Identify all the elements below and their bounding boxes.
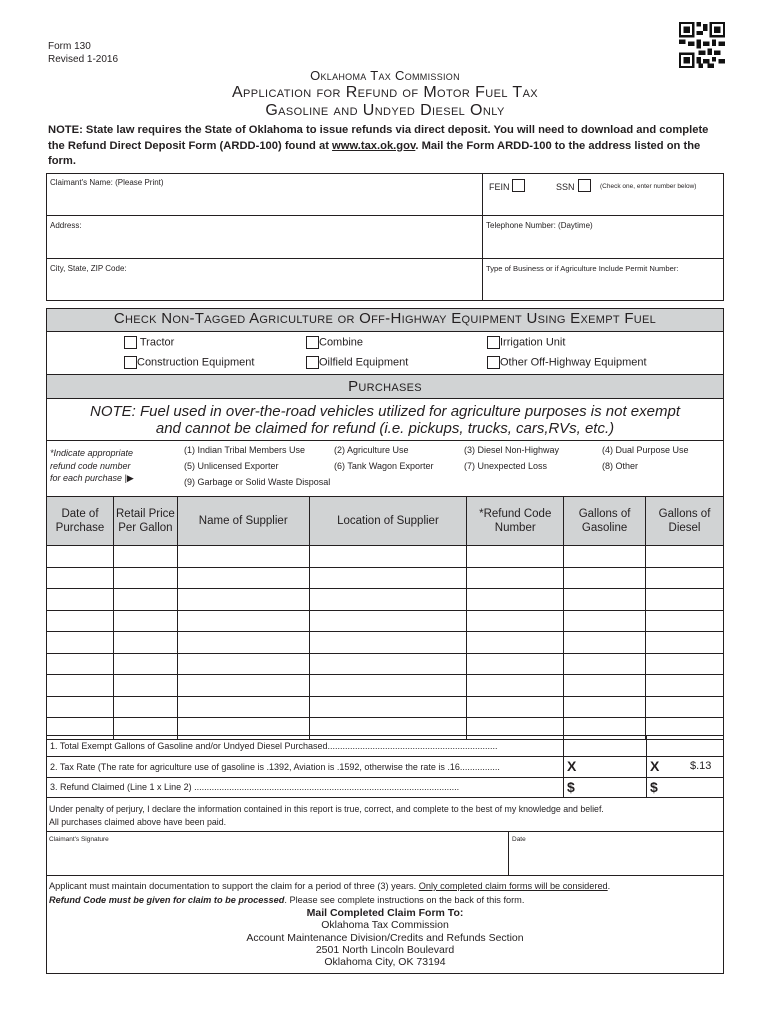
form-title-line2: Gasoline and Undyed Diesel Only	[265, 102, 505, 119]
arrow-right-icon: |▶	[124, 473, 134, 483]
total-gasoline-field[interactable]	[566, 738, 644, 755]
table-cell[interactable]	[47, 589, 114, 611]
refund-code-requirement	[49, 894, 524, 907]
irrigation-checkbox[interactable]	[487, 336, 500, 349]
table-cell[interactable]	[564, 632, 646, 654]
table-cell[interactable]	[467, 696, 564, 718]
table-row	[47, 675, 724, 697]
construction-checkbox[interactable]	[124, 356, 137, 369]
table-cell[interactable]	[309, 567, 467, 589]
diesel-multiply-mark: X	[650, 758, 660, 774]
table-cell[interactable]	[646, 632, 724, 654]
note-text-part1: NOTE: State law requires the State of Oklahoma to issue refunds via direct deposit. You will need to download and complete the Refund Direct Deposit Form (ARDD-100) found at	[48, 124, 709, 152]
col-retail-price: Retail Price Per Gallon	[113, 497, 177, 546]
col-gallons-diesel: Gallons of Diesel	[646, 497, 724, 546]
table-cell[interactable]	[113, 632, 177, 654]
table-cell[interactable]	[309, 589, 467, 611]
signature-label: Claimant's Signature	[49, 836, 109, 843]
table-cell[interactable]	[564, 675, 646, 697]
total-gallons-label: 1. Total Exempt Gallons of Gasoline and/or Undyed Diesel Purchased....................................................................	[50, 741, 498, 751]
table-cell[interactable]	[646, 696, 724, 718]
totals-divider	[563, 735, 564, 798]
agency-name: Oklahoma Tax Commission	[310, 68, 460, 83]
refund-code-1: (1) Indian Tribal Members Use	[184, 445, 306, 455]
col-date: Date of Purchase	[47, 497, 114, 546]
fein-ssn-number-field[interactable]	[486, 195, 720, 213]
refund-code-7: (7) Unexpected Loss	[464, 461, 548, 471]
table-row	[47, 567, 724, 589]
table-cell[interactable]	[646, 610, 724, 632]
address-line: Oklahoma City, OK 73194	[324, 956, 446, 969]
table-row	[47, 546, 724, 568]
table-cell[interactable]	[309, 675, 467, 697]
ssn-label: SSN	[556, 182, 575, 192]
oilfield-checkbox[interactable]	[306, 356, 319, 369]
table-cell[interactable]	[177, 610, 309, 632]
table-cell[interactable]	[646, 675, 724, 697]
business-type-label: Type of Business or if Agriculture Include Permit Number:	[486, 264, 679, 273]
table-row	[47, 610, 724, 632]
table-cell[interactable]	[177, 653, 309, 675]
irrigation-label: Irrigation Unit	[500, 336, 566, 349]
direct-deposit-note	[48, 123, 728, 170]
table-cell[interactable]	[309, 610, 467, 632]
gasoline-multiply-mark: X	[567, 758, 577, 774]
declaration-line2: All purchases claimed above have been paid.	[49, 816, 227, 827]
over-the-road-note	[46, 403, 724, 437]
table-cell[interactable]	[564, 610, 646, 632]
table-cell[interactable]	[467, 589, 564, 611]
date-label: Date	[512, 836, 526, 843]
table-cell[interactable]	[564, 546, 646, 568]
phone-field[interactable]	[486, 232, 720, 254]
table-cell[interactable]	[467, 653, 564, 675]
table-cell[interactable]	[113, 546, 177, 568]
table-cell[interactable]	[467, 546, 564, 568]
table-cell[interactable]	[47, 632, 114, 654]
table-cell[interactable]	[309, 696, 467, 718]
address-line: 2501 North Lincoln Boulevard	[315, 943, 455, 956]
total-diesel-field[interactable]	[649, 738, 721, 755]
refund-code-5: (5) Unlicensed Exporter	[184, 461, 279, 471]
table-cell[interactable]	[177, 696, 309, 718]
refund-code-8: (8) Other	[602, 461, 639, 471]
table-cell[interactable]	[467, 567, 564, 589]
table-cell[interactable]	[113, 589, 177, 611]
purchases-heading: Purchases	[348, 378, 422, 395]
table-row	[47, 696, 724, 718]
table-cell[interactable]	[177, 567, 309, 589]
table-cell[interactable]	[113, 610, 177, 632]
refund-code-3: (3) Diesel Non-Highway	[464, 445, 560, 455]
table-cell[interactable]	[646, 567, 724, 589]
address-label: Address:	[50, 221, 82, 230]
date-field[interactable]	[512, 846, 720, 872]
equipment-option-oilfield[interactable]	[306, 356, 408, 369]
fein-ssn-hint: (Check one, enter number below)	[600, 183, 697, 190]
construction-label: Construction Equipment	[137, 356, 255, 369]
qr-code-icon	[679, 22, 725, 68]
refund-code-6: (6) Tank Wagon Exporter	[334, 461, 434, 471]
diesel-tax-rate: $.13	[690, 760, 712, 772]
combine-label: Combine	[319, 336, 364, 349]
completed-forms-note: Only completed claim forms will be considered	[418, 881, 608, 891]
note-text-part2: . Mail the Form ARDD-100 to the address listed on the form.	[48, 139, 701, 167]
refund-code-required-text: Refund Code must be given for claim to be processed	[49, 895, 285, 905]
claimant-name-label: Claimant's Name: (Please Print)	[50, 178, 164, 187]
refund-code-instruction	[50, 447, 134, 485]
table-cell[interactable]	[113, 675, 177, 697]
table-row	[47, 632, 724, 654]
table-cell[interactable]	[177, 546, 309, 568]
table-cell[interactable]	[47, 567, 114, 589]
refund-code-4: (4) Dual Purpose Use	[602, 445, 689, 455]
ssn-checkbox[interactable]	[578, 179, 591, 192]
city-state-zip-field[interactable]	[50, 276, 478, 298]
gasoline-refund-field[interactable]	[580, 779, 644, 796]
equipment-option-combine[interactable]	[306, 336, 363, 349]
col-supplier-name: Name of Supplier	[177, 497, 309, 546]
city-state-zip-label: City, State, ZIP Code:	[50, 264, 127, 273]
table-cell[interactable]	[113, 567, 177, 589]
table-cell[interactable]	[47, 653, 114, 675]
purchases-table	[46, 496, 724, 740]
tax-rate-label: 2. Tax Rate (The rate for agriculture use of gasoline is .1392, Aviation is .1592, otherwise the rate is .16................	[50, 762, 500, 772]
table-cell[interactable]	[564, 567, 646, 589]
form-revised: Revised 1-2016	[48, 54, 119, 65]
oilfield-label: Oilfield Equipment	[319, 356, 409, 369]
address-line: Oklahoma Tax Commission	[321, 919, 449, 932]
other-equipment-label: Other Off-Highway Equipment	[500, 356, 647, 369]
signature-divider	[508, 832, 509, 876]
documentation-note-text: Applicant must maintain documentation to support the claim for a period of three (3) years.	[49, 881, 419, 891]
table-row	[47, 589, 724, 611]
table-cell[interactable]	[177, 675, 309, 697]
refund-claimed-label: 3. Refund Claimed (Line 1 x Line 2) ..........................................................................................................	[50, 782, 460, 792]
combine-checkbox[interactable]	[306, 336, 319, 349]
table-cell[interactable]	[564, 696, 646, 718]
table-cell[interactable]	[309, 653, 467, 675]
table-cell[interactable]	[646, 589, 724, 611]
table-cell[interactable]	[47, 610, 114, 632]
instruction-line1: *Indicate appropriate	[50, 448, 134, 458]
table-cell[interactable]	[309, 546, 467, 568]
equipment-option-other[interactable]	[487, 356, 647, 369]
form-title-line1: Application for Refund of Motor Fuel Tax	[231, 84, 539, 101]
purchases-note-divider	[46, 440, 724, 441]
form-number: Form 130	[48, 41, 91, 52]
table-cell[interactable]	[177, 632, 309, 654]
purchases-header-row	[47, 497, 724, 546]
address-field[interactable]	[50, 232, 478, 254]
address-line: Account Maintenance Division/Credits and Refunds Section	[246, 931, 524, 944]
other-equipment-checkbox[interactable]	[487, 356, 500, 369]
table-cell[interactable]	[564, 653, 646, 675]
table-cell[interactable]	[113, 696, 177, 718]
over-the-road-note-line2: and cannot be claimed for refund (i.e. pickups, trucks, cars,RVs, etc.)	[155, 420, 615, 437]
table-cell[interactable]	[47, 675, 114, 697]
col-supplier-location: Location of Supplier	[309, 497, 467, 546]
instruction-line2: refund code number	[50, 460, 131, 471]
claimant-row-divider	[46, 258, 724, 259]
equipment-option-construction[interactable]	[124, 356, 254, 369]
col-gallons-gasoline: Gallons of Gasoline	[564, 497, 646, 546]
instruction-line3: for each purchase	[50, 473, 123, 483]
refund-code-9: (9) Garbage or Solid Waste Disposal	[184, 477, 331, 487]
form-number-block	[48, 40, 118, 66]
claimant-row-divider	[46, 215, 724, 216]
claimant-name-field[interactable]	[50, 190, 478, 212]
equipment-heading: Check Non-Tagged Agriculture or Off-Highway Equipment Using Exempt Fuel	[113, 310, 657, 327]
table-cell[interactable]	[646, 653, 724, 675]
declaration-line1: Under penalty of perjury, I declare the information contained in this report is true, correct, and complete to the best of my knowledge and belief.	[49, 804, 604, 814]
table-cell[interactable]	[177, 589, 309, 611]
table-cell[interactable]	[467, 675, 564, 697]
documentation-note-end: .	[607, 881, 611, 891]
table-cell[interactable]	[113, 653, 177, 675]
equipment-option-tractor[interactable]	[124, 336, 174, 349]
totals-row-divider	[46, 756, 724, 757]
table-cell[interactable]	[564, 589, 646, 611]
mailing-address-block	[46, 907, 724, 968]
instructions-reference: . Please see complete instructions on the back of this form.	[284, 895, 525, 905]
totals-divider	[646, 735, 647, 798]
table-cell[interactable]	[309, 632, 467, 654]
mail-heading: Mail Completed Claim Form To:	[306, 907, 464, 919]
diesel-refund-field[interactable]	[663, 779, 721, 796]
phone-label: Telephone Number: (Daytime)	[486, 221, 593, 230]
totals-row-divider	[46, 777, 724, 778]
form-title	[0, 84, 770, 120]
business-type-field[interactable]	[486, 276, 720, 298]
refund-code-2: (2) Agriculture Use	[334, 445, 409, 455]
fein-label: FEIN	[489, 182, 510, 192]
equipment-option-irrigation[interactable]	[487, 336, 565, 349]
perjury-declaration	[49, 803, 604, 828]
claimant-divider	[482, 173, 483, 301]
table-cell[interactable]	[646, 546, 724, 568]
fein-checkbox[interactable]	[512, 179, 525, 192]
table-cell[interactable]	[467, 610, 564, 632]
tax-website-link[interactable]: www.tax.ok.gov	[332, 139, 416, 152]
col-refund-code: *Refund Code Number	[467, 497, 564, 546]
table-cell[interactable]	[47, 696, 114, 718]
documentation-note	[49, 880, 610, 893]
gasoline-dollar-sign: $	[567, 779, 575, 795]
diesel-dollar-sign: $	[650, 779, 658, 795]
table-row	[47, 653, 724, 675]
table-cell[interactable]	[467, 632, 564, 654]
table-cell[interactable]	[47, 546, 114, 568]
tractor-checkbox[interactable]	[124, 336, 137, 349]
over-the-road-note-line1: NOTE: Fuel used in over-the-road vehicles utilized for agriculture purposes is not exempt	[89, 403, 680, 420]
signature-field[interactable]	[49, 846, 504, 872]
tractor-label: Tractor	[139, 336, 175, 349]
